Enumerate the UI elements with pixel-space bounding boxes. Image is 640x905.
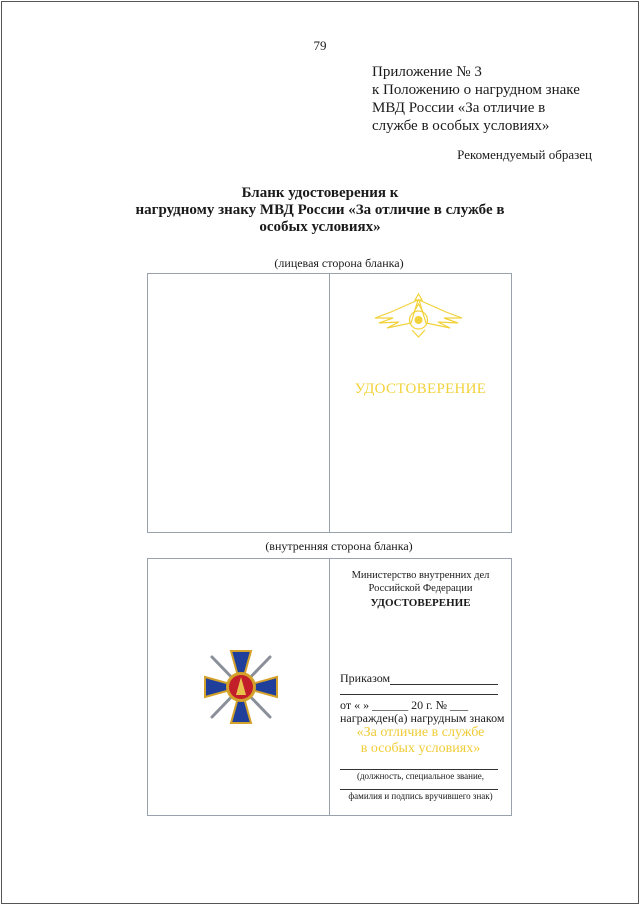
ministry-line: Министерство внутренних дел — [351, 570, 490, 581]
badge-name-line: «За отличие в службе — [356, 725, 485, 740]
front-certificate-label: УДОСТОВЕРЕНИЕ — [354, 381, 487, 397]
front-side-caption: (лицевая сторона бланка) — [274, 256, 404, 270]
order-fill-line-2 — [340, 694, 498, 695]
mvd-emblem-icon — [371, 290, 466, 340]
inside-side-blank — [147, 558, 512, 816]
inside-certificate-label: УДОСТОВЕРЕНИЕ — [370, 597, 471, 609]
appendix-line: Приложение № 3 — [372, 64, 482, 80]
order-date-line: от « » ______ 20 г. № ___ — [340, 698, 469, 712]
fold-line — [329, 274, 330, 532]
appendix-note — [372, 63, 580, 135]
award-badge-icon — [200, 645, 282, 729]
appendix-line: службе в особых условиях» — [372, 118, 550, 134]
awarded-text: награжден(а) нагрудным знаком — [340, 711, 505, 725]
title-line: Бланк удостоверения к — [241, 185, 399, 201]
appendix-line: к Положению о нагрудном знаке — [372, 82, 580, 98]
badge-name-line: в особых условиях» — [360, 741, 481, 756]
page-number: 79 — [313, 38, 327, 53]
order-fill-line — [390, 684, 498, 685]
ministry-name — [330, 569, 511, 595]
front-side-blank — [147, 273, 512, 533]
recommended-sample-label: Рекомендуемый образец — [457, 147, 592, 162]
inside-side-caption: (внутренняя сторона бланка) — [265, 539, 413, 553]
title-line: нагрудному знаку МВД России «За отличие в службе в — [135, 202, 505, 218]
title-line: особых условиях» — [259, 219, 381, 235]
order-label: Приказом — [340, 671, 391, 685]
signature-caption: фамилия и подпись вручившего знак) — [348, 791, 493, 801]
position-fill-line — [340, 769, 498, 770]
document-title — [120, 185, 520, 236]
ministry-line: Российской Федерации — [368, 583, 473, 594]
badge-name — [330, 725, 511, 757]
signature-fill-line — [340, 789, 498, 790]
appendix-line: МВД России «За отличие в — [372, 100, 546, 116]
position-caption: (должность, специальное звание, — [356, 771, 485, 781]
